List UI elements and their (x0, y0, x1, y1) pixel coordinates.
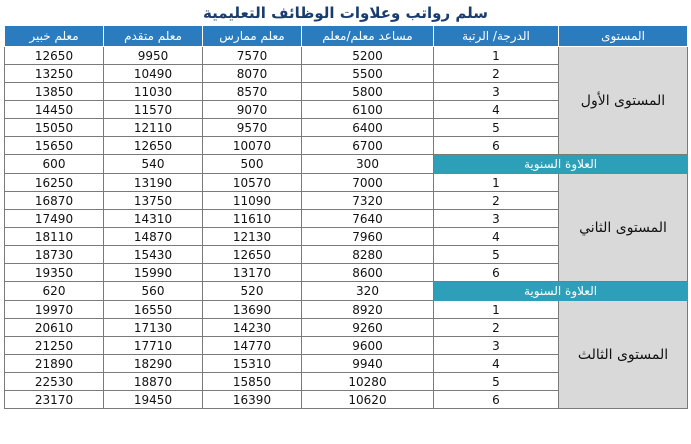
cell-advanced: 10490 (104, 65, 203, 83)
salary-table (4, 25, 688, 409)
cell-advanced: 17710 (104, 337, 203, 355)
cell-expert: 20610 (5, 319, 104, 337)
cell-practitioner: 8070 (203, 65, 302, 83)
cell-expert: 19350 (5, 264, 104, 282)
cell-practitioner: 15850 (203, 373, 302, 391)
cell-expert: 15650 (5, 137, 104, 155)
cell-grade: 6 (434, 264, 559, 282)
cell-practitioner: 7570 (203, 47, 302, 65)
cell-expert: 13250 (5, 65, 104, 83)
allowance-assistant: 320 (302, 282, 434, 301)
cell-assistant: 9260 (302, 319, 434, 337)
cell-assistant: 6400 (302, 119, 434, 137)
cell-expert: 21250 (5, 337, 104, 355)
cell-expert: 13850 (5, 83, 104, 101)
cell-assistant: 10620 (302, 391, 434, 409)
annual-allowance-label: العلاوة السنوية (434, 155, 688, 174)
allowance-practitioner: 520 (203, 282, 302, 301)
cell-practitioner: 13690 (203, 301, 302, 319)
cell-expert: 15050 (5, 119, 104, 137)
cell-expert: 23170 (5, 391, 104, 409)
cell-advanced: 13750 (104, 192, 203, 210)
header-grade: الدرجة/ الرتبة (434, 26, 559, 47)
cell-advanced: 11570 (104, 101, 203, 119)
cell-practitioner: 10570 (203, 174, 302, 192)
annual-allowance-label: العلاوة السنوية (434, 282, 688, 301)
cell-grade: 3 (434, 210, 559, 228)
cell-grade: 3 (434, 83, 559, 101)
cell-expert: 18110 (5, 228, 104, 246)
cell-practitioner: 12130 (203, 228, 302, 246)
cell-grade: 3 (434, 337, 559, 355)
cell-assistant: 5500 (302, 65, 434, 83)
cell-assistant: 9940 (302, 355, 434, 373)
cell-practitioner: 13170 (203, 264, 302, 282)
table-body (5, 47, 688, 409)
cell-advanced: 14310 (104, 210, 203, 228)
level-name: المستوى الثاني (559, 174, 688, 282)
header-level: المستوى (559, 26, 688, 47)
cell-grade: 2 (434, 65, 559, 83)
cell-expert: 19970 (5, 301, 104, 319)
header-practitioner: معلم ممارس (203, 26, 302, 47)
cell-assistant: 9600 (302, 337, 434, 355)
cell-grade: 5 (434, 373, 559, 391)
cell-expert: 14450 (5, 101, 104, 119)
cell-advanced: 19450 (104, 391, 203, 409)
page-title: سلم رواتب وعلاوات الوظائف التعليمية (203, 4, 488, 22)
allowance-practitioner: 500 (203, 155, 302, 174)
header-advanced: معلم متقدم (104, 26, 203, 47)
header-row (5, 26, 688, 47)
cell-practitioner: 16390 (203, 391, 302, 409)
cell-practitioner: 8570 (203, 83, 302, 101)
cell-practitioner: 11090 (203, 192, 302, 210)
annual-allowance-row (5, 155, 688, 174)
cell-advanced: 17130 (104, 319, 203, 337)
allowance-assistant: 300 (302, 155, 434, 174)
cell-grade: 1 (434, 301, 559, 319)
cell-assistant: 7320 (302, 192, 434, 210)
cell-practitioner: 12650 (203, 246, 302, 264)
allowance-advanced: 540 (104, 155, 203, 174)
cell-advanced: 12650 (104, 137, 203, 155)
cell-assistant: 8280 (302, 246, 434, 264)
cell-practitioner: 15310 (203, 355, 302, 373)
cell-assistant: 6700 (302, 137, 434, 155)
cell-assistant: 5200 (302, 47, 434, 65)
cell-advanced: 15990 (104, 264, 203, 282)
cell-assistant: 8920 (302, 301, 434, 319)
cell-advanced: 12110 (104, 119, 203, 137)
cell-advanced: 11030 (104, 83, 203, 101)
cell-expert: 16250 (5, 174, 104, 192)
allowance-expert: 600 (5, 155, 104, 174)
annual-allowance-row (5, 282, 688, 301)
cell-assistant: 8600 (302, 264, 434, 282)
cell-grade: 6 (434, 391, 559, 409)
cell-grade: 2 (434, 319, 559, 337)
cell-advanced: 14870 (104, 228, 203, 246)
table-row (5, 301, 688, 319)
cell-assistant: 7640 (302, 210, 434, 228)
cell-grade: 4 (434, 228, 559, 246)
cell-expert: 12650 (5, 47, 104, 65)
header-expert: معلم خبير (5, 26, 104, 47)
cell-expert: 21890 (5, 355, 104, 373)
table-row (5, 174, 688, 192)
cell-grade: 1 (434, 174, 559, 192)
cell-expert: 22530 (5, 373, 104, 391)
cell-assistant: 10280 (302, 373, 434, 391)
cell-grade: 6 (434, 137, 559, 155)
cell-practitioner: 9570 (203, 119, 302, 137)
cell-advanced: 13190 (104, 174, 203, 192)
cell-expert: 17490 (5, 210, 104, 228)
cell-expert: 16870 (5, 192, 104, 210)
header-assistant: مساعد معلم/معلم (302, 26, 434, 47)
cell-advanced: 16550 (104, 301, 203, 319)
allowance-expert: 620 (5, 282, 104, 301)
cell-practitioner: 14770 (203, 337, 302, 355)
cell-practitioner: 9070 (203, 101, 302, 119)
cell-advanced: 15430 (104, 246, 203, 264)
cell-advanced: 18870 (104, 373, 203, 391)
cell-grade: 5 (434, 119, 559, 137)
level-name: المستوى الأول (559, 47, 688, 155)
cell-assistant: 7000 (302, 174, 434, 192)
allowance-advanced: 560 (104, 282, 203, 301)
cell-expert: 18730 (5, 246, 104, 264)
table-row (5, 47, 688, 65)
cell-assistant: 7960 (302, 228, 434, 246)
cell-practitioner: 14230 (203, 319, 302, 337)
cell-grade: 5 (434, 246, 559, 264)
cell-assistant: 5800 (302, 83, 434, 101)
cell-grade: 4 (434, 355, 559, 373)
cell-assistant: 6100 (302, 101, 434, 119)
cell-advanced: 18290 (104, 355, 203, 373)
cell-advanced: 9950 (104, 47, 203, 65)
cell-grade: 1 (434, 47, 559, 65)
level-name: المستوى الثالث (559, 301, 688, 409)
cell-practitioner: 11610 (203, 210, 302, 228)
cell-grade: 2 (434, 192, 559, 210)
cell-grade: 4 (434, 101, 559, 119)
cell-practitioner: 10070 (203, 137, 302, 155)
